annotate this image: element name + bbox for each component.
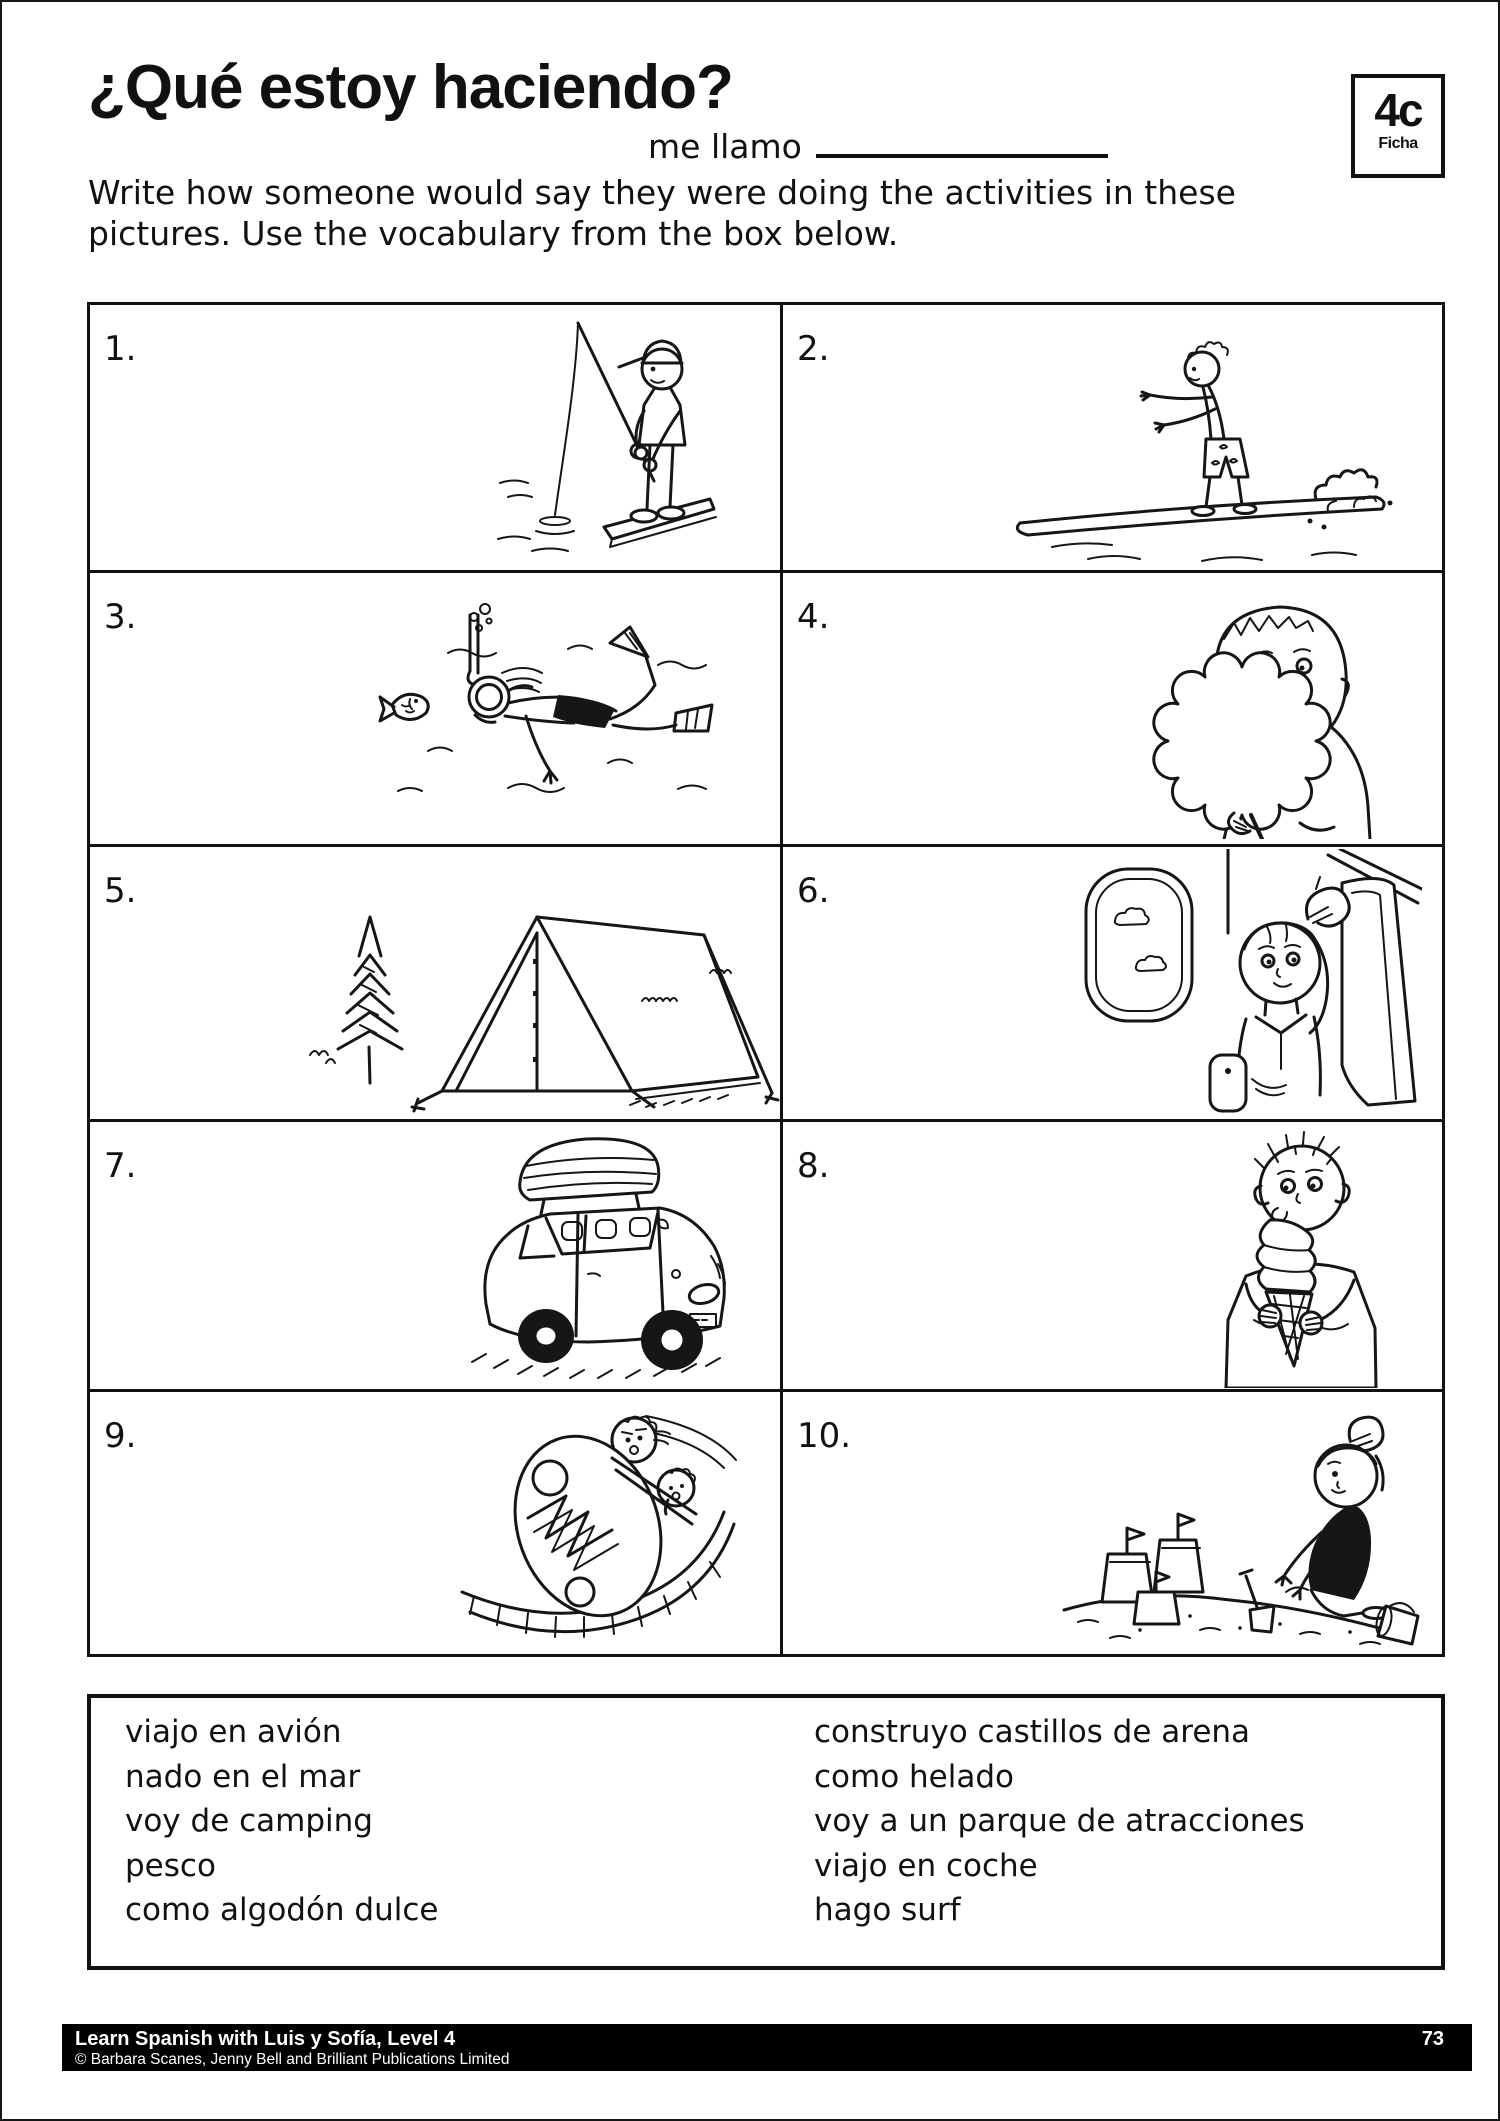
cell-number: 9. [104,1416,137,1456]
snorkelling-illustration [358,601,768,816]
name-input-line[interactable] [816,132,1108,158]
footer-bar [62,2024,1472,2071]
vocab-left-column [125,1710,438,1933]
activity-cell-7[interactable] [90,1122,783,1392]
roller-coaster-illustration [438,1396,743,1654]
cell-number: 6. [797,871,830,911]
vocab-right-column [814,1710,1305,1933]
activity-cell-8[interactable] [783,1122,1442,1392]
vocab-item: voy a un parque de atracciones [814,1803,1305,1839]
activity-grid [87,302,1445,1657]
candy-floss-illustration [1130,577,1378,839]
activity-cell-9[interactable] [90,1392,783,1654]
ficha-badge [1351,74,1445,178]
footer-text-block [75,2027,509,2071]
footer-series: Learn Spanish with Luis y Sofía, Level 4 [75,2028,456,2050]
cell-number: 2. [797,329,830,369]
cell-number: 4. [797,597,830,637]
activity-cell-3[interactable] [90,573,783,847]
cell-number: 3. [104,597,137,637]
name-row [648,127,1108,166]
vocab-item: como algodón dulce [125,1892,439,1928]
vocab-item: voy de camping [125,1803,373,1839]
activity-cell-2[interactable] [783,305,1442,573]
cell-number: 10. [797,1416,852,1456]
fishing-illustration [492,313,722,565]
cell-number: 7. [104,1146,137,1186]
cell-number: 5. [104,871,137,911]
surfing-illustration [992,315,1412,567]
vocab-item: pesco [125,1847,216,1884]
vocab-item: construyo castillos de arena [814,1714,1251,1750]
footer-copyright: © Barbara Scanes, Jenny Bell and Brilliant Publications Limited [75,2051,510,2068]
activity-cell-6[interactable] [783,847,1442,1122]
ice-cream-illustration [1212,1124,1390,1388]
camping-tent-illustration [280,855,783,1113]
activity-cell-1[interactable] [90,305,783,573]
activity-cell-10[interactable] [783,1392,1442,1654]
badge-code: 4c [1374,84,1422,136]
page-title: ¿Qué estoy haciendo? [88,53,733,122]
footer-page-number: 73 [1421,2028,1444,2050]
badge-label: Ficha [1378,135,1418,152]
cell-number: 8. [797,1146,830,1186]
cell-number: 1. [104,329,137,369]
vocabulary-box [87,1694,1445,1970]
car-roofbox-illustration [428,1124,743,1388]
activity-cell-4[interactable] [783,573,1442,847]
vocab-item: nado en el mar [125,1758,361,1795]
vocab-item: como helado [814,1758,1015,1795]
name-label: me llamo [648,127,802,166]
instructions: Write how someone would say they were doing the activities in these pictures. Use the vocabulary from the box below. [88,173,1236,253]
activity-cell-5[interactable] [90,847,783,1122]
vocab-item: viajo en coche [814,1847,1038,1884]
aeroplane-window-illustration [1070,849,1422,1113]
sandcastle-illustration [1050,1406,1422,1652]
vocab-item: viajo en avión [125,1714,342,1750]
vocab-item: hago surf [814,1892,961,1928]
